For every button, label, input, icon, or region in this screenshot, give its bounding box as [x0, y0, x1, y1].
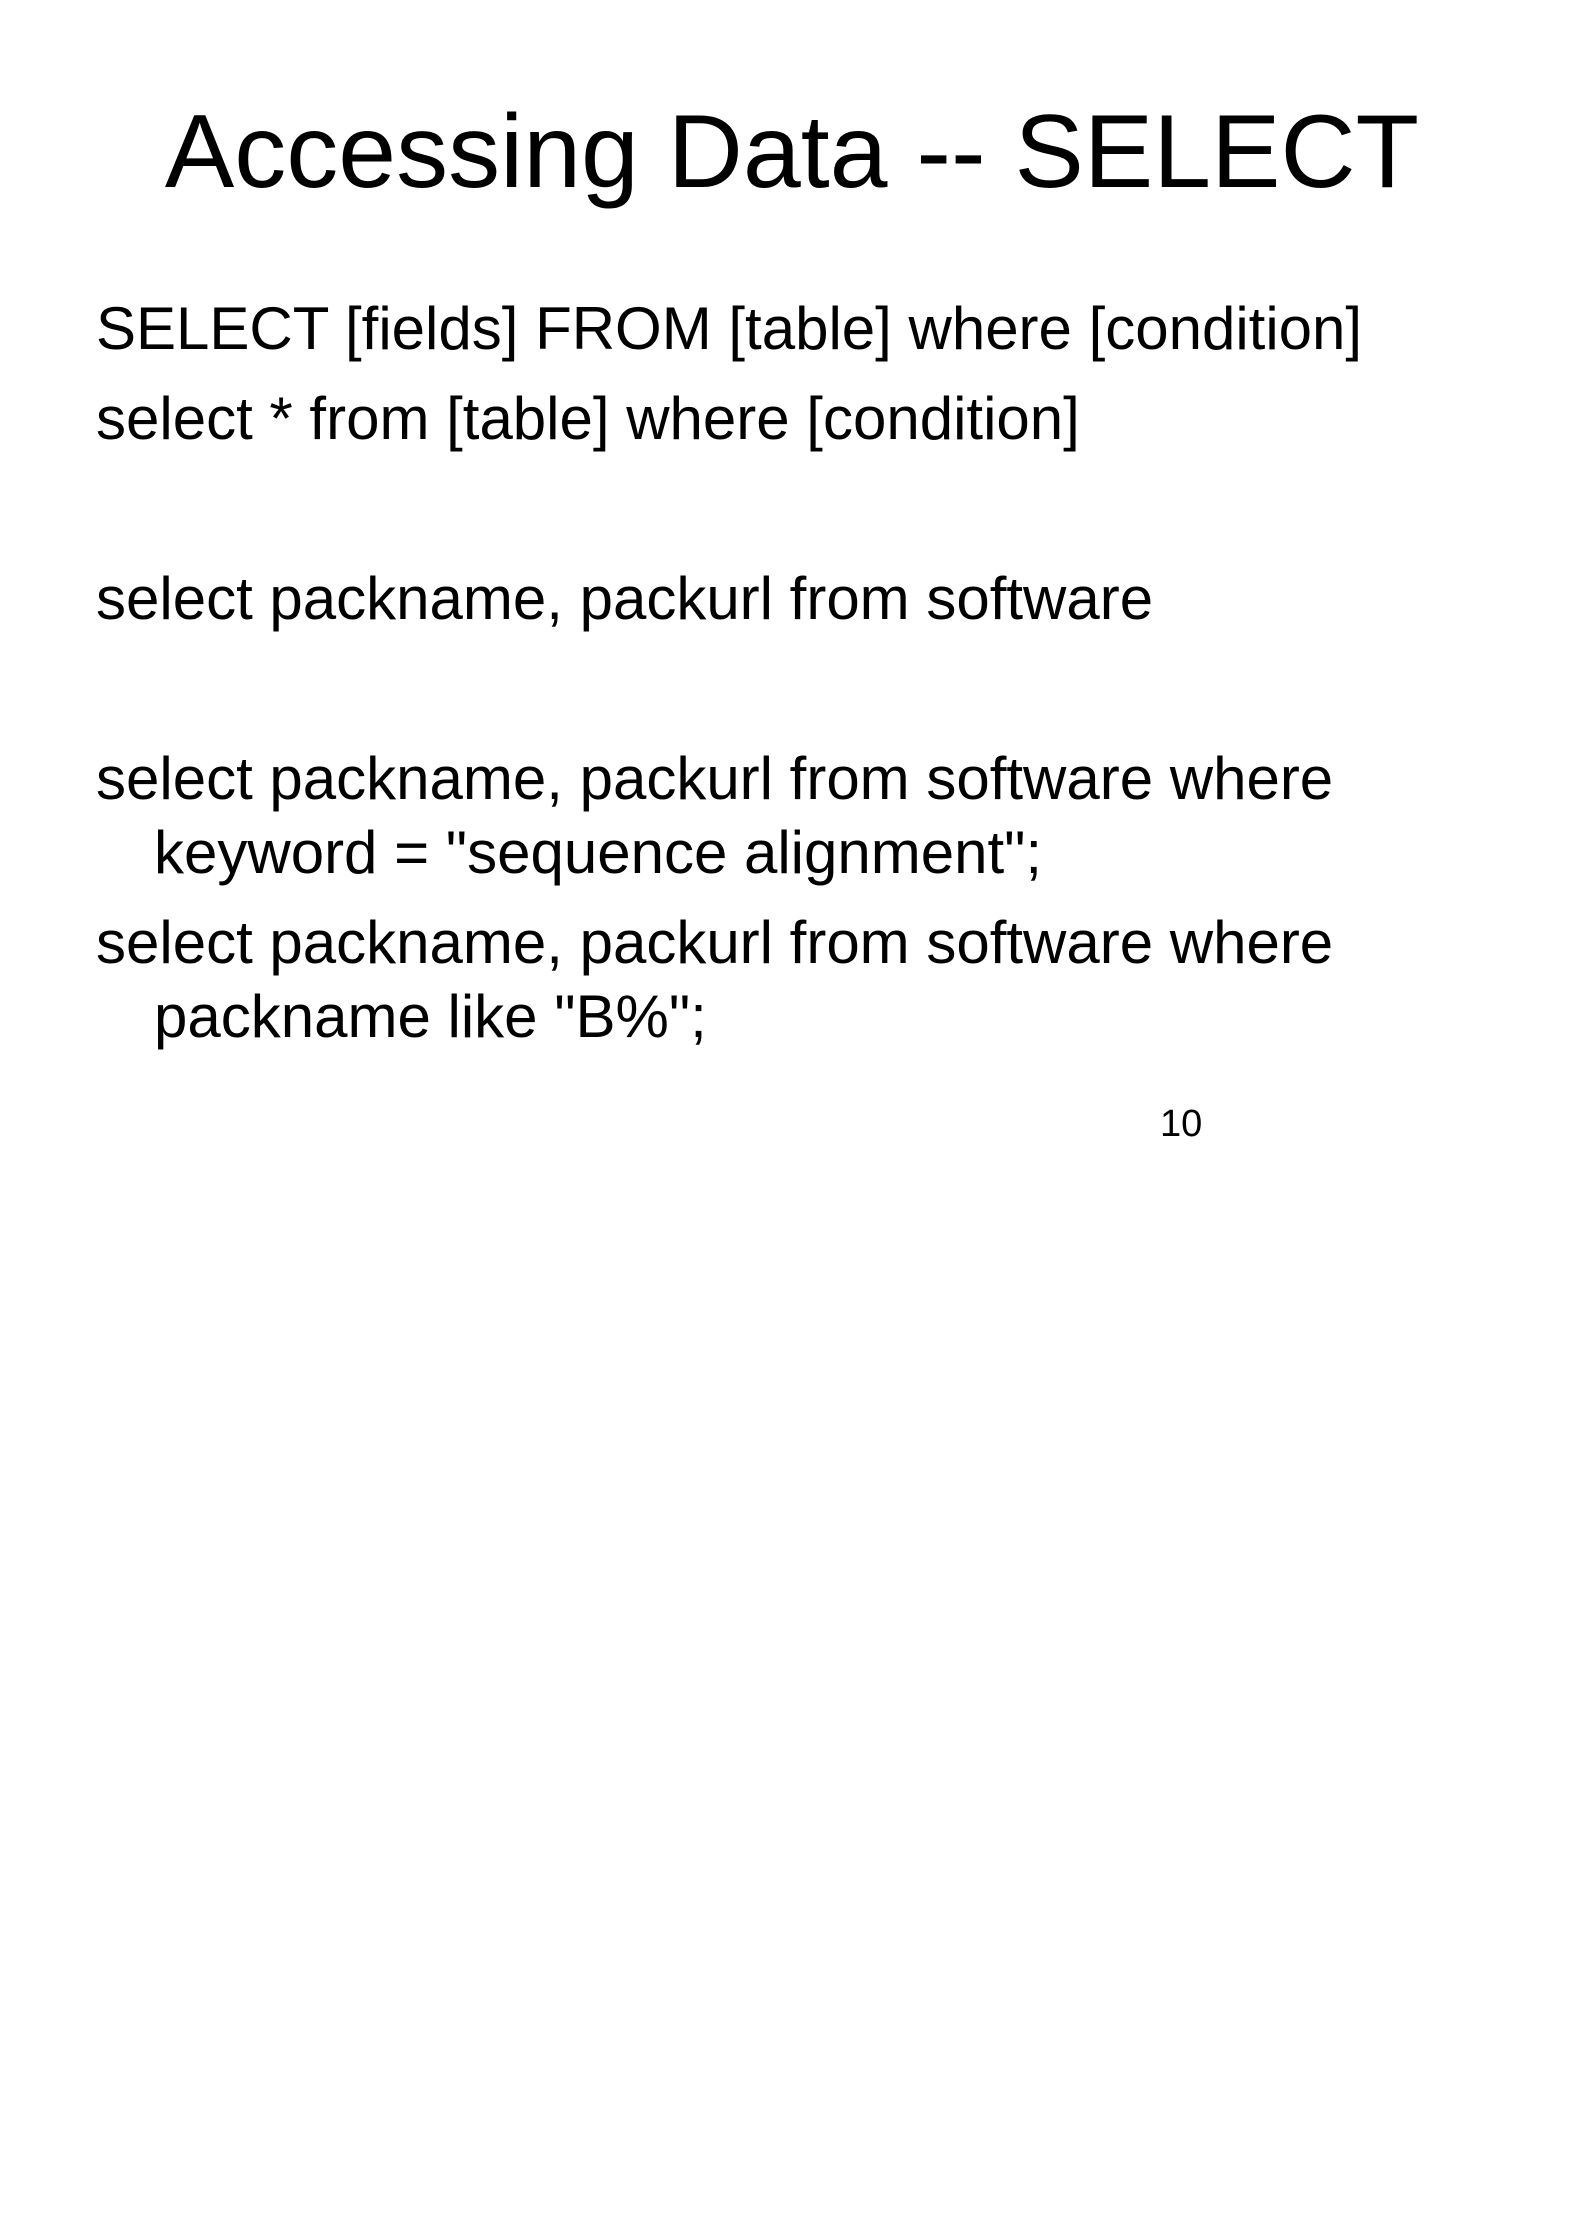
- example-query-basic: select packname, packurl from software: [96, 565, 1154, 632]
- example-query-keyword: select packname, packurl from software where: [96, 745, 1334, 812]
- example-query-like: select packname, packurl from software where: [96, 909, 1334, 976]
- syntax-line-star: select * from [table] where [condition]: [96, 385, 1080, 452]
- example-query-like-condition: packname like "B%";: [154, 983, 707, 1050]
- syntax-line-uppercase: SELECT [fields] FROM [table] where [condition]: [96, 295, 1363, 362]
- slide-title: Accessing Data -- SELECT: [164, 94, 1420, 210]
- page-number: 10: [1160, 1103, 1203, 1145]
- example-query-keyword-condition: keyword = "sequence alignment";: [154, 819, 1043, 886]
